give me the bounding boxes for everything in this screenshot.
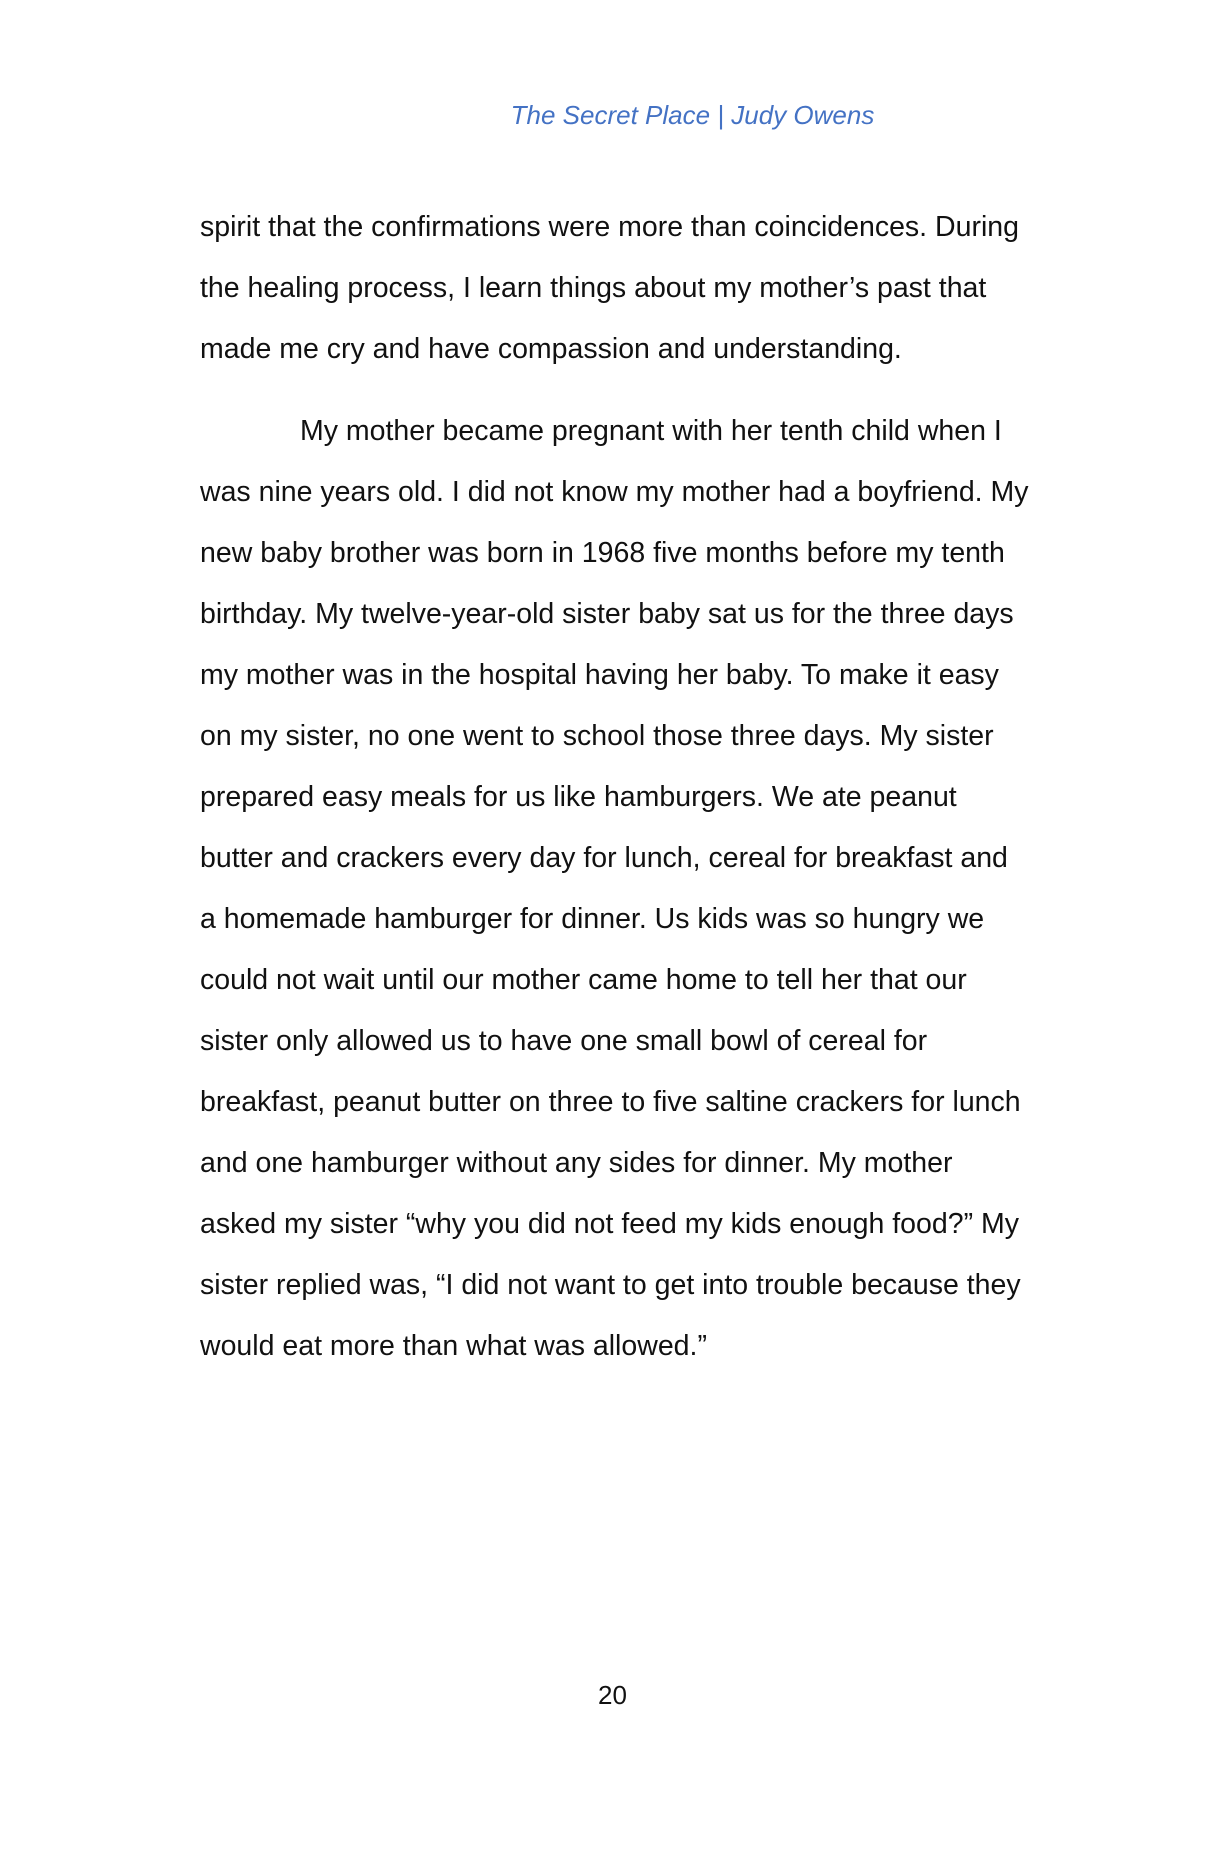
- paragraph: spirit that the confirmations were more than coincidences. During the healing process, I learn things about my mother’s past that made me cry and have compassion and understanding.: [200, 211, 1019, 365]
- paragraph: My mother became pregnant with her tenth child when I was nine years old. I did not know my mother had a boyfriend. My new baby brother was born in 1968 five months before my tenth birthday. My twelve-year-old sister baby sat us for the three days my mother was in the hospital having her baby. To make it easy on my sister, no one went to school those three days. My sister prepared easy meals for us like hamburgers. We ate peanut butter and crackers every day for lunch, cereal for breakfast and a homemade hamburger for dinner. Us kids was so hungry we could not wait until our mother came home to tell her that our sister only allowed us to have one small bowl of cereal for breakfast, peanut butter on three to five saltine crackers for lunch and one hamburger without any sides for dinner. My mother asked my sister “why you did not feed my kids enough food?” My sister replied was, “I did not want to get into trouble because they would eat more than what was allowed.”: [200, 415, 1029, 1362]
- body-text: [200, 197, 1030, 1377]
- running-header: The Secret Place | Judy Owens: [510, 100, 875, 130]
- page-number: 20: [598, 1680, 627, 1710]
